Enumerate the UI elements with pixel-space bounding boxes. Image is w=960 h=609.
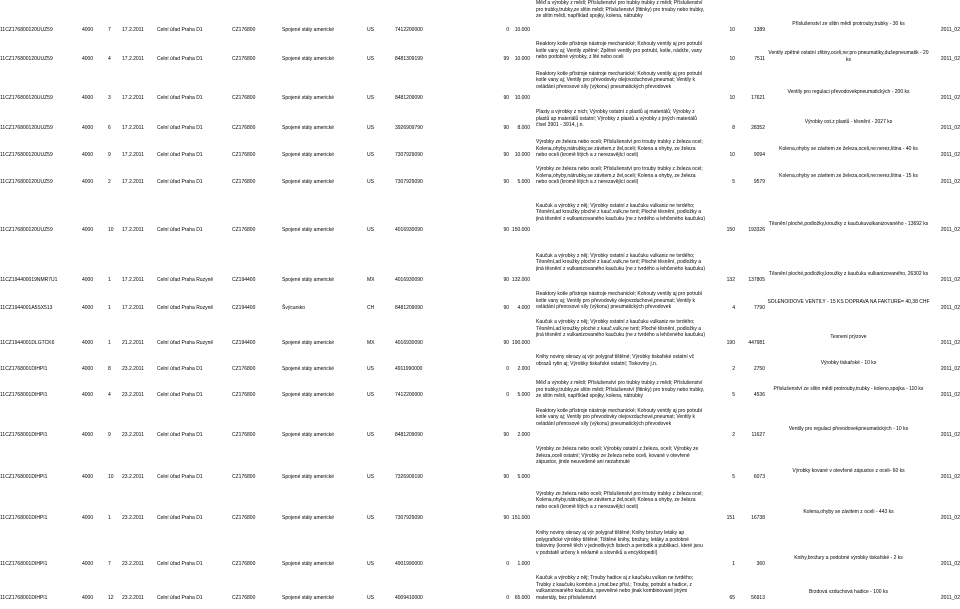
cell-country: US: [367, 595, 374, 601]
cell-office: Celní úřad Praha D1: [157, 56, 203, 62]
cell-id: 11CZ1944001DLGTCK6: [0, 340, 55, 346]
cell-country: US: [367, 392, 374, 398]
cell-hs-code: 8481309199: [395, 56, 423, 62]
cell-hs-code: 4016930090: [395, 227, 423, 233]
cell-position: 1: [108, 305, 111, 311]
cell-id: 11CZ176800120UUZ59: [0, 179, 53, 185]
cell-hs-code: 8481209090: [395, 305, 423, 311]
table-row[interactable]: [0, 488, 960, 529]
cell-count: 4000: [82, 125, 94, 131]
cell-weight: 11627: [751, 432, 765, 438]
cell-region: Spojené státy americké: [282, 432, 334, 438]
cell-date: 17.2.2011: [122, 56, 144, 62]
cell-quantity: 8: [732, 125, 735, 131]
cell-date: 23.2.2011: [122, 474, 144, 480]
cell-value: 4.000: [517, 305, 530, 311]
cell-office-code: CZ176800: [232, 474, 256, 480]
cell-flag: 90: [503, 515, 509, 521]
cell-region: Spojené státy americké: [282, 152, 334, 158]
cell-description: Kaučuk a výrobky z něj; Trouby hadice aj z kaučuku vulkan ne tvrdého; Trubky z kaučuku kombin.s j.mat.bez přísl.; Trouby, potrubí a hadice, z vulkanizovaného kaučuku, spevněné nebo jinak kombinované jinými materiály, bez příslušenství: [536, 575, 694, 601]
cell-period: 2011_02: [940, 27, 960, 33]
cell-item: Kolena,ohyby se závitem z oceli - 443 ks: [803, 509, 894, 515]
cell-country: US: [367, 474, 374, 480]
cell-count: 4000: [82, 595, 94, 601]
cell-value: 190.000: [511, 340, 530, 346]
table-row[interactable]: [0, 41, 960, 70]
cell-item: Tesneni prýzove: [830, 334, 867, 340]
cell-date: 21.2.2011: [122, 340, 144, 346]
cell-date: 17.2.2011: [122, 179, 144, 185]
cell-quantity: 10: [729, 27, 735, 33]
cell-flag: 90: [503, 432, 509, 438]
cell-item: Těsnění ploché,podložky,kroužky z kaučukuvulkanizovaného - 13692 ks: [768, 221, 929, 227]
cell-period: 2011_02: [940, 595, 960, 601]
cell-id: 11CZ176800120UUZ59: [0, 95, 53, 101]
cell-position: 8: [108, 366, 111, 372]
cell-office: Celní úřad Praha D1: [157, 179, 203, 185]
cell-weight: 17621: [751, 95, 765, 101]
cell-region: Spojené státy americké: [282, 227, 334, 233]
table-row[interactable]: [0, 406, 960, 446]
cell-weight: 28352: [751, 125, 765, 131]
cell-item: Brzdová vzduchová hadice - 100 ks: [809, 589, 888, 595]
cell-country: US: [367, 179, 374, 185]
cell-item: Výrobky tiskařské - 10 ks: [820, 360, 877, 366]
cell-item: Kolena,ohyby se závitem ze železa,oceli,ne:nerez,litina - 15 ks: [779, 173, 918, 179]
table-row[interactable]: [0, 354, 960, 380]
cell-region: Spojené státy americké: [282, 340, 334, 346]
cell-flag: 90: [503, 95, 509, 101]
table-row[interactable]: [0, 446, 960, 488]
cell-office: Celní úřad Praha Ruzyně: [157, 277, 214, 283]
cell-quantity: 150: [726, 227, 735, 233]
cell-quantity: 10: [729, 152, 735, 158]
cell-country: US: [367, 56, 374, 62]
cell-date: 17.2.2011: [122, 152, 144, 158]
cell-hs-code: 4009410000: [395, 595, 423, 601]
cell-count: 4000: [82, 179, 94, 185]
cell-value: 2.000: [517, 432, 530, 438]
cell-description: Reaktory kotle přístroje nástroje mechanické; Kohouty ventily aj pro potrubí kotle vany aj; Ventily zpětné; Zpětné ventily pro potrubí, kotle, nádrže, vany nebo podobné výrobky, z lité nebo oceli: [536, 41, 703, 60]
cell-region: Spojené státy americké: [282, 125, 334, 131]
cell-item: Výrobky kované v otevřené zápustce z oceli- 60 ks: [792, 468, 905, 474]
cell-position: 1: [108, 277, 111, 283]
cell-position: 12: [108, 595, 114, 601]
cell-count: 4000: [82, 432, 94, 438]
cell-hs-code: 8481209090: [395, 95, 423, 101]
cell-value: 10.000: [514, 152, 530, 158]
cell-position: 10: [108, 474, 114, 480]
cell-position: 4: [108, 56, 111, 62]
cell-description: Reaktory kotle přístroje nástroje mechanické; Kohouty ventily aj pro potrubí kotle vany aj; Ventily pro převodovky olejovzduchové,pneumat; Ventily k ovládání přenosové síly (výkonu) pneumatických převodovek: [536, 70, 703, 90]
cell-period: 2011_02: [940, 392, 960, 398]
table-row[interactable]: [0, 193, 960, 241]
cell-weight: 1389: [753, 27, 765, 33]
cell-item: Ventily zpětné ostatní zlitiny,oceli,ne:pro pneumatiky,dušepneumatik - 20 ks: [768, 50, 929, 63]
cell-flag: 90: [503, 277, 509, 283]
cell-position: 7: [108, 27, 111, 33]
cell-weight: 2750: [753, 366, 765, 372]
cell-region: Švýcarsko: [282, 305, 306, 311]
table-row[interactable]: [0, 70, 960, 109]
table-row[interactable]: [0, 109, 960, 139]
cell-flag: 90: [503, 179, 509, 185]
cell-hs-code: 4016930090: [395, 277, 423, 283]
cell-flag: 0: [506, 27, 509, 33]
cell-weight: 447981: [748, 340, 765, 346]
cell-country: CH: [367, 305, 375, 311]
cell-description: Výrobky ze železa nebo oceli; Příslušenství pro trouby trubky z železa ocel; Kolena,ohyby,nátrubky,se závitem,z žel,oceli; Kolena a ohyby, ze železa nebo oceli (kromě litých a z nerezavějící oceli): [536, 166, 703, 185]
cell-position: 7: [108, 561, 111, 567]
cell-period: 2011_02: [940, 227, 960, 233]
cell-quantity: 10: [729, 95, 735, 101]
cell-id: 11CZ176800120UUZ59: [0, 27, 53, 33]
cell-office: Celní úřad Praha D1: [157, 27, 203, 33]
table-row[interactable]: [0, 0, 960, 41]
cell-weight: 4536: [753, 392, 765, 398]
cell-date: 17.2.2011: [122, 305, 144, 311]
cell-office: Celní úřad Praha D1: [157, 515, 203, 521]
cell-quantity: 2: [732, 432, 735, 438]
cell-period: 2011_02: [940, 432, 960, 438]
cell-office-code: CZ176800: [232, 56, 256, 62]
cell-position: 10: [108, 227, 114, 233]
cell-flag: 90: [503, 340, 509, 346]
cell-value: 5.000: [517, 392, 530, 398]
cell-region: Spojené státy americké: [282, 179, 334, 185]
cell-quantity: 2: [732, 366, 735, 372]
cell-office: Celní úřad Praha D1: [157, 432, 203, 438]
cell-flag: 0: [506, 561, 509, 567]
cell-quantity: 5: [732, 474, 735, 480]
cell-hs-code: 4901990000: [395, 561, 423, 567]
cell-hs-code: 7307929090: [395, 515, 423, 521]
cell-region: Spojené státy americké: [282, 27, 334, 33]
cell-description: Výrobky ze železa nebo oceli; Výrobky ostatní z železa, oceli; Výrobky ze železa,oceli ostatní; Výrobky ze železa nebo oceli, kované v otevřené zápustce, jinde neuvedené ani nezahrnuté: [536, 446, 699, 465]
cell-quantity: 4: [732, 305, 735, 311]
cell-office-code: CZ176800: [232, 515, 256, 521]
cell-region: Spojené státy americké: [282, 561, 334, 567]
cell-id: 11CZ1768001DIHPI1: [0, 366, 48, 372]
cell-id: 11CZ1768001DIHPI1: [0, 595, 48, 601]
cell-item: Těsnění ploché,podložky,kroužky z kaučuku vulkanizovaného, 26302 ks: [768, 271, 929, 277]
cell-date: 23.2.2011: [122, 432, 144, 438]
cell-date: 17.2.2011: [122, 227, 144, 233]
cell-hs-code: 8481209090: [395, 432, 423, 438]
cell-description: Měď a výrobky z mědi; Příslušenství pro trubky trubky z mědi; Příslušenství pro trubky,trubky,ze slitin mědi; Příslušenství (fitinky) pro trouby nebo trubky, ze slitin mědi, například spojky, kolena, nátrubky: [536, 0, 705, 19]
cell-hs-code: 4911990000: [395, 366, 423, 372]
cell-quantity: 151: [726, 515, 735, 521]
cell-office-code: CZ176800: [232, 152, 256, 158]
cell-position: 1: [108, 515, 111, 521]
table-row[interactable]: [0, 139, 960, 166]
cell-hs-code: 7412200000: [395, 27, 423, 33]
cell-hs-code: 7307929090: [395, 152, 423, 158]
cell-id: 11CZ1768001DIHPI1: [0, 432, 48, 438]
cell-country: US: [367, 515, 374, 521]
cell-id: 11CZ1768001DIHPI1: [0, 561, 48, 567]
cell-count: 4000: [82, 515, 94, 521]
cell-quantity: 132: [726, 277, 735, 283]
cell-flag: 0: [506, 595, 509, 601]
cell-count: 4000: [82, 277, 94, 283]
cell-item: Ventily pro regulaci převodovekpneumatických - 200 ks: [787, 89, 910, 95]
cell-value: 10.000: [514, 95, 530, 101]
cell-flag: 90: [503, 227, 509, 233]
cell-region: Spojené státy americké: [282, 366, 334, 372]
cell-description: Reaktory kotle přístroje nástroje mechanické; Kohouty ventily aj pro potrubí kotle vany aj; Ventily pro převodovky olejovzduchové,pneumat; Ventily k ovládání přenosové síly (výkonu) pneumatických převodovek: [536, 291, 703, 310]
cell-description: Kaučuk a výrobky z něj; Výrobky ostatní z kaučuku vulkaniz ne tvrdého; Těsnění,ad kroužky ploché z kauč.vulk,ne tvrd; Ploché těsnění, podložky a jiná těsnění z vulkanizovaného kaučuku (ne z tvrdého a lehčeného kaučuku): [536, 252, 705, 272]
cell-office-code: CZ176800: [232, 366, 256, 372]
cell-weight: 193326: [748, 227, 765, 233]
cell-region: Spojené státy americké: [282, 277, 334, 283]
cell-quantity: 65: [729, 595, 735, 601]
cell-office-code: CZ194400: [232, 277, 256, 283]
cell-count: 4000: [82, 152, 94, 158]
cell-country: US: [367, 366, 374, 372]
cell-date: 17.2.2011: [122, 95, 144, 101]
cell-office-code: CZ176800: [232, 561, 256, 567]
cell-period: 2011_02: [940, 125, 960, 131]
cell-value: 10.000: [514, 56, 530, 62]
cell-value: 10.000: [514, 27, 530, 33]
cell-description: Knihy noviny obrazy aj výr polygraf tištěné; Knihy brožury letáky ap polygrafické výrobky tištěné; Tištěné knihy, brožury, letáky a podobné tiskoviny (kromě těch v jednotlivých listech a periodik a publikací, které jsou v podstatě určeny k reklamě a slovníků a encyklopedií): [536, 530, 703, 556]
cell-item: Knihy,brožury a podobné výrobky tiskařské - 2 ks: [794, 555, 903, 561]
cell-count: 4000: [82, 27, 94, 33]
cell-position: 4: [108, 392, 111, 398]
cell-quantity: 10: [729, 56, 735, 62]
cell-country: US: [367, 227, 374, 233]
cell-weight: 16738: [751, 515, 765, 521]
cell-office-code: CZ176800: [232, 27, 256, 33]
cell-description: Kaučuk a výrobky z něj; Výrobky ostatní z kaučuku vulkaniz ne tvrdého; Těsnění,ad kroužky ploché z kauč.vulk,ne tvrd; Ploché těsnění, podložky a jiná těsnění z vulkanizovaného kaučuku (ne z tvrdého a lehčeného kaučuku): [536, 202, 705, 222]
table-row[interactable]: [0, 291, 960, 319]
cell-region: Spojené státy americké: [282, 474, 334, 480]
cell-period: 2011_02: [940, 56, 960, 62]
cell-value: 65.000: [514, 595, 530, 601]
cell-value: 132.000: [511, 277, 530, 283]
cell-country: US: [367, 432, 374, 438]
cell-quantity: 1: [732, 561, 735, 567]
cell-country: US: [367, 95, 374, 101]
cell-weight: 9579: [753, 179, 765, 185]
cell-hs-code: 3926909790: [395, 125, 423, 131]
cell-hs-code: 4016930090: [395, 340, 423, 346]
cell-period: 2011_02: [940, 179, 960, 185]
cell-date: 17.2.2011: [122, 125, 144, 131]
cell-period: 2011_02: [940, 561, 960, 567]
cell-region: Spojené státy americké: [282, 595, 334, 601]
cell-country: US: [367, 152, 374, 158]
cell-office-code: CZ176800: [232, 392, 256, 398]
cell-office-code: CZ176800: [232, 179, 256, 185]
cell-item: Kolena,ohyby se závitem ze železa,oceli,ne:nerez,litina - 40 ks: [779, 146, 918, 152]
cell-quantity: 190: [726, 340, 735, 346]
cell-period: 2011_02: [940, 277, 960, 283]
cell-count: 4000: [82, 95, 94, 101]
table-row[interactable]: [0, 529, 960, 575]
cell-position: 9: [108, 152, 111, 158]
cell-id: 11CZ194400019NMR7U1: [0, 277, 58, 283]
cell-office: Celní úřad Praha D1: [157, 392, 203, 398]
cell-office-code: CZ176800: [232, 595, 256, 601]
cell-hs-code: 7307929090: [395, 179, 423, 185]
cell-description: Kaučuk a výrobky z něj; Výrobky ostatní z kaučuku vulkaniz ne tvrdého; Těsnění,ad kroužky ploché z kauč.vulk,ne tvrd; Ploché těsnění, podložky a jiná těsnění z vulkanizovaného kaučuku (ne z tvrdého a lehčeného kaučuku): [536, 319, 705, 338]
table-row[interactable]: [0, 241, 960, 291]
cell-office: Celní úřad Praha D1: [157, 95, 203, 101]
cell-flag: 90: [503, 305, 509, 311]
cell-flag: 90: [503, 152, 509, 158]
cell-office-code: CZ194400: [232, 340, 256, 346]
cell-period: 2011_02: [940, 305, 960, 311]
cell-office-code: CZ194400: [232, 305, 256, 311]
cell-date: 23.2.2011: [122, 515, 144, 521]
cell-quantity: 5: [732, 179, 735, 185]
cell-value: 150.000: [511, 227, 530, 233]
cell-count: 4000: [82, 227, 94, 233]
cell-count: 4000: [82, 474, 94, 480]
cell-date: 23.2.2011: [122, 595, 144, 601]
cell-count: 4000: [82, 340, 94, 346]
cell-count: 4000: [82, 366, 94, 372]
cell-item: Příslušenství ze slitin mědi protrouby,trubky - 30 ks: [792, 21, 905, 27]
cell-weight: 9094: [753, 152, 765, 158]
cell-description: Plasty a výrobky z nich; Výrobky ostatní z plastů aj materiálů; Výrobky z plastů ap materiálů ostatní; Výrobky z plastů a výrobky z jiných materiálů čísel 3901 - 3914, j.n.: [536, 109, 697, 128]
cell-flag: 90: [503, 474, 509, 480]
cell-flag: 0: [506, 392, 509, 398]
cell-date: 17.2.2011: [122, 277, 144, 283]
cell-period: 2011_02: [940, 95, 960, 101]
cell-hs-code: 7326909190: [395, 474, 423, 480]
cell-weight: 7790: [753, 305, 765, 311]
cell-flag: 0: [506, 366, 509, 372]
cell-region: Spojené státy americké: [282, 95, 334, 101]
cell-value: 8.000: [517, 125, 530, 131]
cell-value: 5.000: [517, 474, 530, 480]
cell-office: Celní úřad Praha D1: [157, 561, 203, 567]
cell-period: 2011_02: [940, 474, 960, 480]
cell-region: Spojené státy americké: [282, 56, 334, 62]
cell-office: Celní úřad Praha D1: [157, 125, 203, 131]
cell-id: 11CZ1768001DIHPI1: [0, 392, 48, 398]
cell-office: Celní úřad Praha Ruzyně: [157, 305, 214, 311]
cell-weight: 6073: [753, 474, 765, 480]
cell-description: Knihy noviny obrazy aj výr polygraf tištěné; Výrobky tiskařské ostatní vč obrazů rytin aj; Výrobky tiskařské ostatní; Tiskoviny j.n.: [536, 354, 695, 367]
cell-description: Reaktory kotle přístroje nástroje mechanické; Kohouty ventily aj pro potrubí kotle vany aj; Ventily pro převodovky olejovzduchové,pneumat; Ventily k ovládání přenosové síly (výkonu) pneumatických převodovek: [536, 407, 703, 427]
table-row[interactable]: [0, 319, 960, 354]
cell-description: Výrobky ze železa nebo oceli; Příslušenství pro trouby trubky z železa ocel; Kolena,ohyby,nátrubky,se závitem,z žel,oceli; Kolena a ohyby, ze železa nebo oceli (kromě litých a z nerezavějící oceli): [536, 490, 703, 510]
cell-value: 2.000: [517, 366, 530, 372]
cell-weight: 360: [756, 561, 765, 567]
cell-office: Celní úřad Praha D1: [157, 366, 203, 372]
cell-id: 11CZ1768001DIHPI1: [0, 474, 48, 480]
cell-date: 17.2.2011: [122, 27, 144, 33]
cell-id: 11CZ1768001DIHPI1: [0, 515, 48, 521]
cell-office-code: CZ176800: [232, 95, 256, 101]
cell-description: Výrobky ze železa nebo oceli; Příslušenství pro trouby trubky z železa ocel; Kolena,ohyby,nátrubky,se závitem,z žel,oceli; Kolena a ohyby, ze železa nebo oceli (kromě litých a z nerezavějící oceli): [536, 139, 703, 158]
cell-office: Celní úřad Praha D1: [157, 152, 203, 158]
cell-period: 2011_02: [940, 340, 960, 346]
cell-value: 5.000: [517, 179, 530, 185]
cell-office: Celní úřad Praha D1: [157, 227, 203, 233]
cell-date: 23.2.2011: [122, 366, 144, 372]
cell-office: Celní úřad Praha D1: [157, 474, 203, 480]
cell-weight: 7511: [754, 56, 765, 62]
cell-description: Měď a výrobky z mědi; Příslušenství pro trubky trubky z mědi; Příslušenství pro trubky,trubky,ze slitin mědi; Příslušenství (fitinky) pro trouby nebo trubky, ze slitin mědi, například spojky, kolena, nátrubky: [536, 380, 705, 399]
table-row[interactable]: [0, 166, 960, 193]
cell-office-code: CZ176800: [232, 125, 256, 131]
table-row[interactable]: [0, 575, 960, 609]
cell-period: 2011_02: [940, 366, 960, 372]
cell-position: 6: [108, 125, 111, 131]
cell-country: MX: [367, 340, 375, 346]
cell-country: MX: [367, 277, 375, 283]
cell-item: Příslušenství ze slitin mědi protrouby,trubky - koleno,spojka - 110 ks: [773, 386, 924, 392]
cell-item: Výrobky ost.z plastů - těsnění - 2027 ks: [804, 119, 893, 125]
cell-position: 9: [108, 432, 111, 438]
cell-count: 4000: [82, 56, 94, 62]
cell-weight: 137805: [748, 277, 765, 283]
cell-office: Celní úřad Praha Ruzyně: [157, 340, 214, 346]
cell-flag: 99: [503, 56, 509, 62]
cell-id: 11CZ1944001A5SX513: [0, 305, 53, 311]
cell-period: 2011_02: [940, 152, 960, 158]
cell-period: 2011_02: [940, 515, 960, 521]
cell-id: 11CZ176800120UUZ59: [0, 152, 53, 158]
cell-flag: 90: [503, 125, 509, 131]
cell-office-code: CZ176800: [232, 432, 256, 438]
cell-count: 4000: [82, 305, 94, 311]
cell-position: 3: [108, 95, 111, 101]
cell-value: 1.000: [517, 561, 530, 567]
cell-item: SOLENOIDOVE VENTILY - 15 KS DOPRAVA NA FAKTURE= 40,38 CHF: [767, 299, 930, 305]
table-row[interactable]: [0, 380, 960, 406]
cell-id: 11CZ176800120UUZ59: [0, 227, 53, 233]
cell-quantity: 5: [732, 392, 735, 398]
cell-id: 11CZ176800120UUZ59: [0, 56, 53, 62]
cell-position: 1: [108, 340, 111, 346]
cell-count: 4000: [82, 561, 94, 567]
cell-country: US: [367, 27, 374, 33]
cell-date: 23.2.2011: [122, 561, 144, 567]
cell-office: Celní úřad Praha D1: [157, 595, 203, 601]
cell-weight: 56913: [751, 595, 765, 601]
cell-region: Spojené státy americké: [282, 392, 334, 398]
cell-value: 151.000: [511, 515, 530, 521]
cell-date: 23.2.2011: [122, 392, 144, 398]
cell-office-code: CZ176800: [232, 227, 256, 233]
cell-region: Spojené státy americké: [282, 515, 334, 521]
cell-position: 2: [108, 179, 111, 185]
cell-hs-code: 7412200000: [395, 392, 423, 398]
cell-country: US: [367, 125, 374, 131]
cell-count: 4000: [82, 392, 94, 398]
cell-item: Ventily pro regulaci převodovekpneumatických - 10 ks: [788, 426, 909, 432]
cell-id: 11CZ176800120UUZ59: [0, 125, 53, 131]
cell-country: US: [367, 561, 374, 567]
